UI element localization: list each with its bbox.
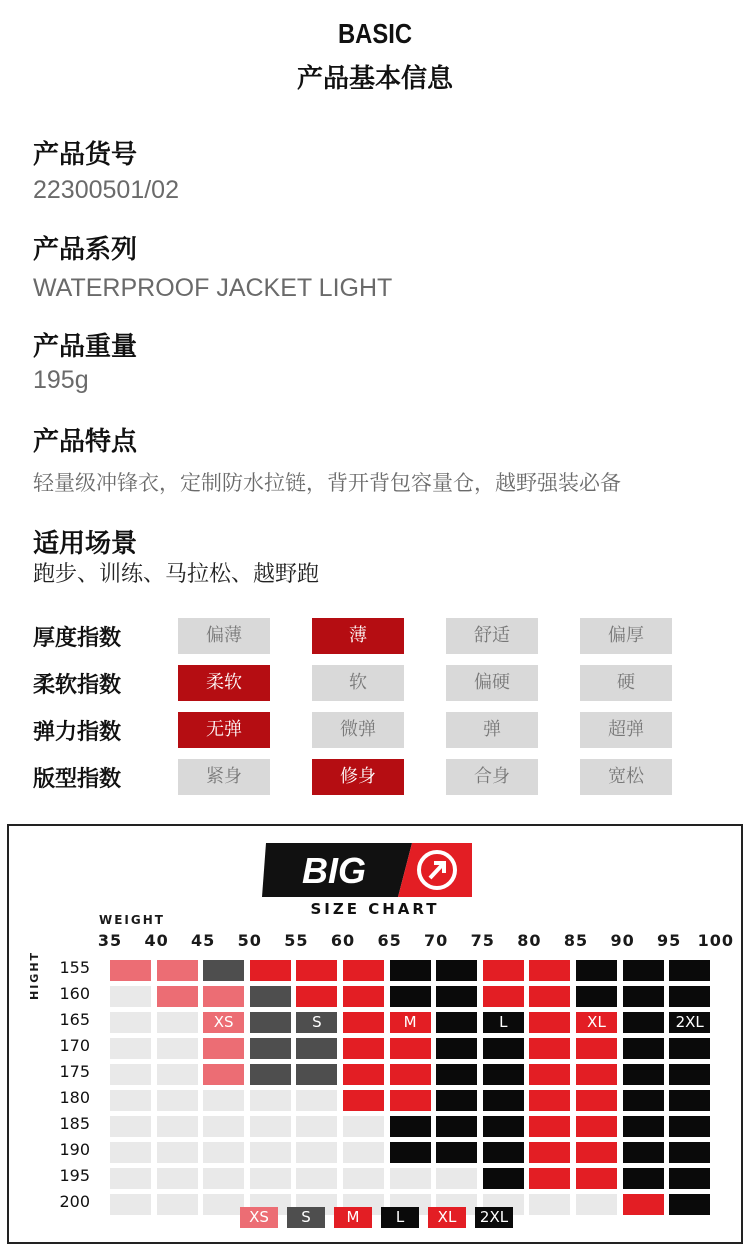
size-cell <box>436 1090 477 1111</box>
size-cell <box>576 1194 617 1215</box>
height-tick: 160 <box>59 984 90 1003</box>
size-cell <box>576 1064 617 1085</box>
height-tick: 175 <box>59 1062 90 1081</box>
index-option: 合身 <box>446 759 538 795</box>
size-cell <box>343 1142 384 1163</box>
height-tick: 185 <box>59 1114 90 1133</box>
size-cell <box>669 1168 710 1189</box>
size-cell <box>529 986 570 1007</box>
index-label: 弹力指数 <box>33 720 122 745</box>
size-cell <box>157 1142 198 1163</box>
weight-tick: 95 <box>657 931 682 950</box>
size-cell <box>623 960 664 981</box>
size-cell <box>483 1142 524 1163</box>
size-cell <box>623 1090 664 1111</box>
size-cell <box>110 1142 151 1163</box>
size-cell <box>296 960 337 981</box>
size-cell <box>529 1090 570 1111</box>
size-cell <box>669 986 710 1007</box>
size-cell <box>669 960 710 981</box>
usage-label: 适用场景 <box>33 529 138 559</box>
size-cell <box>203 1064 244 1085</box>
height-tick: 195 <box>59 1166 90 1185</box>
size-cell <box>529 1142 570 1163</box>
size-cell <box>343 1168 384 1189</box>
features-label: 产品特点 <box>33 427 138 457</box>
size-cell <box>296 1064 337 1085</box>
size-cell <box>623 1142 664 1163</box>
size-cell <box>296 1090 337 1111</box>
size-cell <box>343 1012 384 1033</box>
index-option: 软 <box>312 665 404 701</box>
size-cell <box>483 1064 524 1085</box>
weight-tick: 90 <box>610 931 635 950</box>
size-cell <box>110 960 151 981</box>
weight-value: 195g <box>33 366 89 394</box>
size-cell <box>296 1038 337 1059</box>
size-cell <box>529 1168 570 1189</box>
size-cell-label: 2XL <box>675 1013 704 1031</box>
size-cell <box>296 1116 337 1137</box>
size-cell <box>390 1116 431 1137</box>
size-cell <box>110 1064 151 1085</box>
weight-tick: 85 <box>563 931 589 950</box>
size-cell <box>157 1194 198 1215</box>
size-cell <box>483 960 524 981</box>
weight-tick: 80 <box>517 931 542 950</box>
size-cell <box>110 1168 151 1189</box>
size-cell <box>343 1064 384 1085</box>
size-cell <box>390 1142 431 1163</box>
size-cell <box>203 960 244 981</box>
size-cell <box>623 1038 664 1059</box>
size-cell <box>436 1142 477 1163</box>
size-cell <box>110 1116 151 1137</box>
size-cell <box>110 1090 151 1111</box>
size-cell <box>110 1194 151 1215</box>
size-cell <box>576 1142 617 1163</box>
legend-item: XL <box>428 1207 466 1228</box>
size-chart-title: SIZE CHART <box>310 900 440 918</box>
index-option: 超弹 <box>580 712 672 748</box>
height-tick: 200 <box>59 1192 90 1211</box>
height-tick: 165 <box>59 1010 90 1029</box>
weight-tick: 50 <box>237 931 262 950</box>
features-value: 轻量级冲锋衣，定制防水拉链，背开背包容量仓，越野强装必备 <box>33 471 621 495</box>
size-cell <box>669 1116 710 1137</box>
size-cell <box>436 986 477 1007</box>
legend-item: S <box>287 1207 325 1228</box>
size-cell <box>436 960 477 981</box>
size-cell <box>623 1012 664 1033</box>
size-cell <box>390 1168 431 1189</box>
index-option: 偏薄 <box>178 618 270 654</box>
index-option-selected: 柔软 <box>178 665 270 701</box>
size-cell <box>623 1168 664 1189</box>
size-cell <box>483 1038 524 1059</box>
weight-tick: 40 <box>144 931 169 950</box>
index-option-selected: 无弹 <box>178 712 270 748</box>
size-cell <box>296 1168 337 1189</box>
size-cell <box>250 960 291 981</box>
series-value: WATERPROOF JACKET LIGHT <box>33 274 393 302</box>
size-cell <box>203 1090 244 1111</box>
size-cell <box>203 1194 244 1215</box>
size-cell <box>157 960 198 981</box>
size-cell <box>576 1168 617 1189</box>
size-cell <box>576 1116 617 1137</box>
index-row <box>33 618 723 654</box>
size-cell <box>250 1142 291 1163</box>
size-cell <box>576 960 617 981</box>
legend-item: XS <box>240 1207 278 1228</box>
height-axis-label: HIGHT <box>28 950 41 1000</box>
index-label: 版型指数 <box>33 767 122 792</box>
height-tick: 155 <box>59 958 90 977</box>
size-cell <box>436 1038 477 1059</box>
size-cell <box>157 1090 198 1111</box>
size-cell <box>203 1116 244 1137</box>
size-cell <box>483 1090 524 1111</box>
weight-tick: 70 <box>424 931 449 950</box>
size-cell <box>250 1038 291 1059</box>
weight-tick: 45 <box>191 931 216 950</box>
size-cell <box>529 1194 570 1215</box>
size-cell <box>110 1038 151 1059</box>
height-tick: 190 <box>59 1140 90 1159</box>
size-cell <box>157 1064 198 1085</box>
size-cell <box>623 1194 664 1215</box>
size-cell <box>110 1012 151 1033</box>
height-tick: 170 <box>59 1036 90 1055</box>
size-cell <box>529 1012 570 1033</box>
size-cell <box>250 1168 291 1189</box>
index-option: 偏硬 <box>446 665 538 701</box>
weight-label: 产品重量 <box>33 332 138 362</box>
size-cell <box>343 1038 384 1059</box>
item-no-value: 22300501/02 <box>33 176 179 204</box>
size-cell <box>529 960 570 981</box>
size-cell <box>203 986 244 1007</box>
index-option: 紧身 <box>178 759 270 795</box>
size-cell <box>203 1142 244 1163</box>
size-cell <box>390 960 431 981</box>
size-cell <box>157 986 198 1007</box>
size-cell <box>343 1090 384 1111</box>
weight-tick: 100 <box>697 931 734 950</box>
size-cell-label: XS <box>213 1013 234 1031</box>
size-cell-label: S <box>312 1013 322 1031</box>
size-cell <box>250 986 291 1007</box>
size-cell <box>576 1038 617 1059</box>
size-cell <box>110 986 151 1007</box>
index-row <box>33 712 723 748</box>
size-cell <box>390 1064 431 1085</box>
size-cell <box>390 986 431 1007</box>
page-subtitle: 产品基本信息 <box>296 64 453 94</box>
size-cell <box>157 1038 198 1059</box>
index-row <box>33 759 723 795</box>
size-cell <box>529 1038 570 1059</box>
size-cell <box>250 1116 291 1137</box>
size-cell <box>343 960 384 981</box>
weight-tick: 65 <box>377 931 402 950</box>
size-cell <box>250 1064 291 1085</box>
size-cell <box>203 1038 244 1059</box>
size-cell <box>529 1116 570 1137</box>
weight-tick: 60 <box>330 931 356 950</box>
index-option-selected: 修身 <box>312 759 404 795</box>
index-label: 厚度指数 <box>33 626 122 651</box>
size-cell <box>157 1116 198 1137</box>
size-cell <box>436 1012 477 1033</box>
brand-logo <box>262 843 472 897</box>
index-option: 硬 <box>580 665 672 701</box>
size-cell <box>157 1168 198 1189</box>
index-label: 柔软指数 <box>33 673 122 698</box>
series-label: 产品系列 <box>33 235 138 265</box>
size-cell <box>669 1090 710 1111</box>
size-cell-label: M <box>403 1013 417 1031</box>
size-cell <box>436 1116 477 1137</box>
size-cell <box>669 1142 710 1163</box>
size-cell <box>296 986 337 1007</box>
size-cell <box>623 1064 664 1085</box>
size-cell <box>250 1090 291 1111</box>
size-cell <box>157 1012 198 1033</box>
index-row <box>33 665 723 701</box>
index-option-selected: 薄 <box>312 618 404 654</box>
weight-axis-label: WEIGHT <box>99 913 165 927</box>
size-cell <box>343 1116 384 1137</box>
index-option: 微弹 <box>312 712 404 748</box>
item-no-label: 产品货号 <box>33 140 138 170</box>
size-cell <box>436 1168 477 1189</box>
size-cell <box>296 1142 337 1163</box>
size-cell <box>483 1116 524 1137</box>
weight-tick: 75 <box>470 931 495 950</box>
size-cell <box>436 1064 477 1085</box>
size-cell <box>576 986 617 1007</box>
size-cell-label: L <box>499 1013 508 1031</box>
index-option: 弹 <box>446 712 538 748</box>
index-option: 舒适 <box>446 618 538 654</box>
size-cell <box>669 1064 710 1085</box>
index-option: 偏厚 <box>580 618 672 654</box>
size-cell <box>529 1064 570 1085</box>
size-cell <box>203 1168 244 1189</box>
size-cell <box>343 986 384 1007</box>
weight-tick: 35 <box>97 931 123 950</box>
size-cell <box>623 1116 664 1137</box>
legend-item: 2XL <box>475 1207 513 1228</box>
legend-item: L <box>381 1207 419 1228</box>
size-cell <box>669 1038 710 1059</box>
size-cell <box>669 1194 710 1215</box>
size-cell <box>576 1090 617 1111</box>
index-option: 宽松 <box>580 759 672 795</box>
size-cell-label: XL <box>587 1013 606 1031</box>
usage-value: 跑步、训练、马拉松、越野跑 <box>33 562 320 587</box>
weight-tick: 55 <box>284 931 309 950</box>
legend-item: M <box>334 1207 372 1228</box>
brand-title: BASIC <box>337 18 413 49</box>
size-cell <box>390 1090 431 1111</box>
size-cell <box>250 1012 291 1033</box>
height-tick: 180 <box>59 1088 90 1107</box>
size-cell <box>623 986 664 1007</box>
size-cell <box>390 1038 431 1059</box>
size-cell <box>483 1168 524 1189</box>
brand-logo-text: BIG <box>301 850 367 891</box>
size-cell <box>483 986 524 1007</box>
